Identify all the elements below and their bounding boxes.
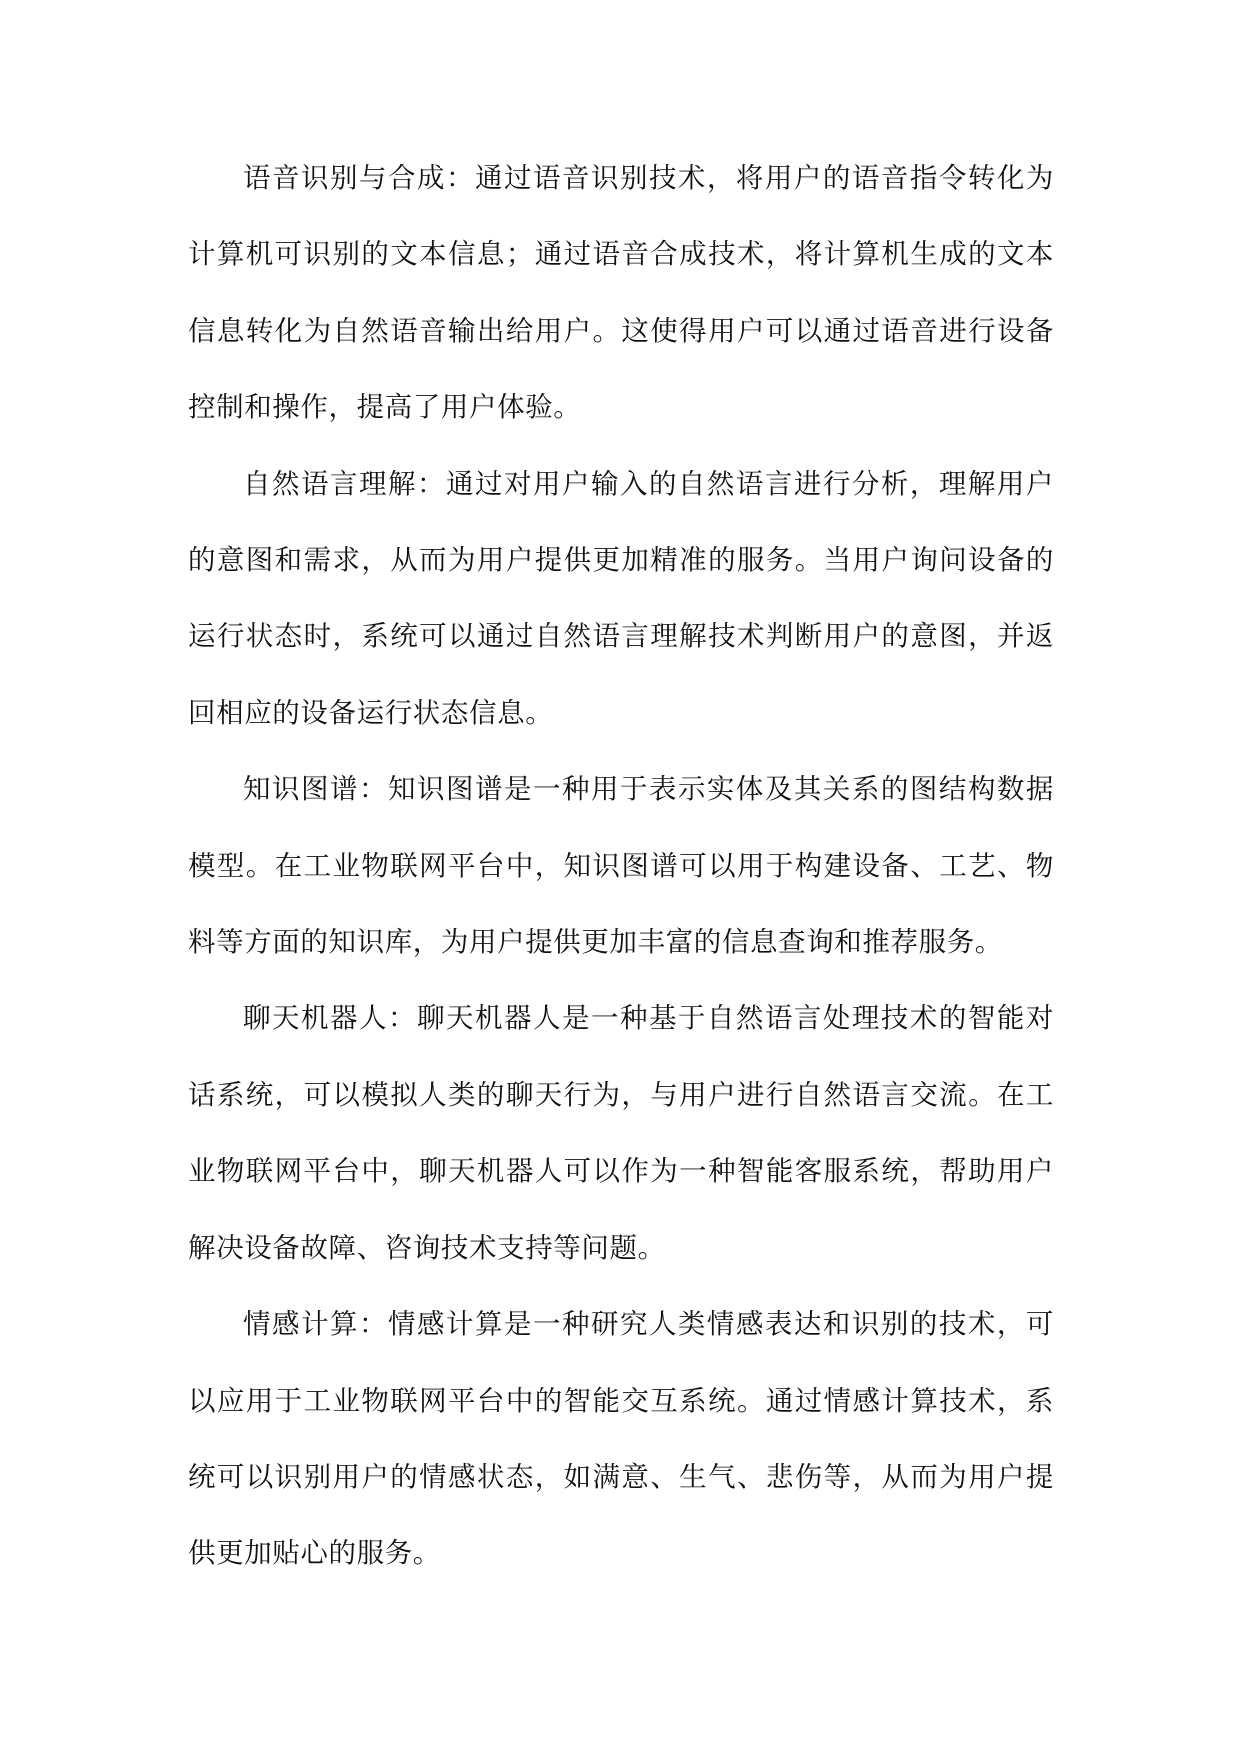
- paragraph-knowledge-graph: 知识图谱：知识图谱是一种用于表示实体及其关系的图结构数据模型。在工业物联网平台中，知识图谱可以用于构建设备、工艺、物料等方面的知识库，为用户提供更加丰富的信息查询和推荐服务。: [188, 773, 1054, 959]
- paragraph-natural-language-understanding: 自然语言理解：通过对用户输入的自然语言进行分析，理解用户的意图和需求，从而为用户提供更加精准的服务。当用户询问设备的运行状态时，系统可以通过自然语言理解技术判断用户的意图，并返回相应的设备运行状态信息。: [188, 467, 1054, 729]
- paragraph-affective-computing: 情感计算：情感计算是一种研究人类情感表达和识别的技术，可以应用于工业物联网平台中的智能交互系统。通过情感计算技术，系统可以识别用户的情感状态，如满意、生气、悲伤等，从而为用户提供更加贴心的服务。: [188, 1308, 1054, 1570]
- paragraph-chatbot: 聊天机器人：聊天机器人是一种基于自然语言处理技术的智能对话系统，可以模拟人类的聊天行为，与用户进行自然语言交流。在工业物联网平台中，聊天机器人可以作为一种智能客服系统，帮助用户解决设备故障、咨询技术支持等问题。: [188, 1002, 1054, 1264]
- document-body: [188, 140, 1054, 1592]
- paragraph-speech-recognition-synthesis: 语音识别与合成：通过语音识别技术，将用户的语音指令转化为计算机可识别的文本信息；通过语音合成技术，将计算机生成的文本信息转化为自然语音输出给用户。这使得用户可以通过语音进行设备控制和操作，提高了用户体验。: [188, 162, 1054, 424]
